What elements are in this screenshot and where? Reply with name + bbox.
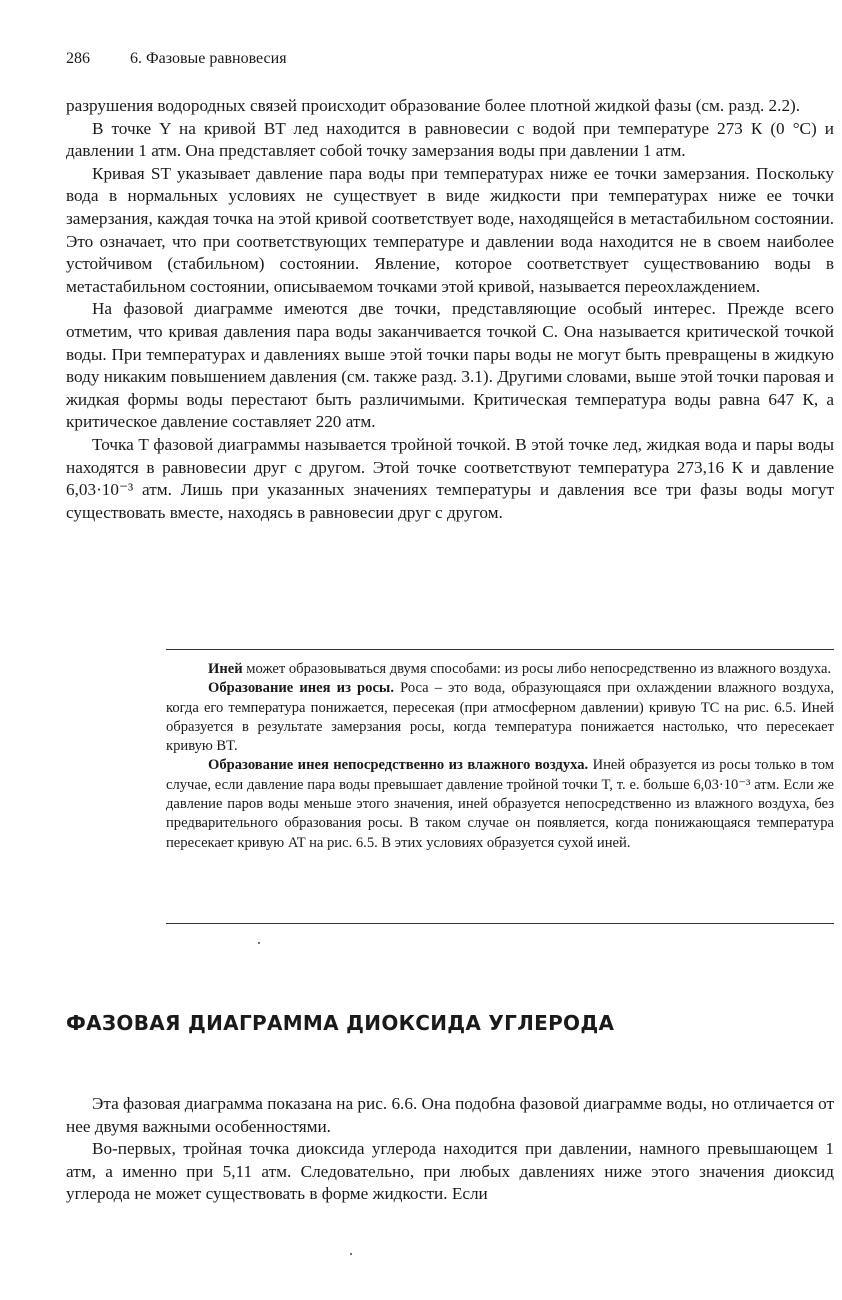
paragraph: Во-первых, тройная точка диоксида углерода находится при давлении, намного превышающем 1 атм, а именно при 5,11 атм. Следовательно, при любых давлениях ниже этого значения диоксид углерода не может существовать в форме жидкости. Если <box>66 1139 834 1204</box>
paragraph: В точке Y на кривой BT лед находится в равновесии с водой при температуре 273 К (0 °С) и давлении 1 атм. Она представляет собой точку замерзания воды при давлении 1 атм. <box>66 118 834 161</box>
paragraph: На фазовой диаграмме имеются две точки, представляющие особый интерес. Прежде всего отметим, что кривая давления пара воды заканчивается точкой С. Она называется критической точкой воды. При температурах и давлениях выше этой точки пары воды не могут быть превращены в жидкую воду никаким повышением давления (см. также разд. 3.1). Другими словами, выше этой точки паровая и жидкая формы воды перестают быть различимыми. Критическая температура воды равна 647 К, а критическое давление составляет 220 атм. <box>66 299 834 432</box>
section-heading: ФАЗОВАЯ ДИАГРАММА ДИОКСИДА УГЛЕРОДА <box>66 1011 615 1035</box>
chapter-title: 6. Фазовые равновесия <box>130 50 287 67</box>
paragraph: Эта фазовая диаграмма показана на рис. 6.6. Она подобна фазовой диаграмме воды, но отличается от нее двумя важными особенностями. <box>66 1094 834 1136</box>
paragraph: разрушения водородных связей происходит образование более плотной жидкой фазы (см. разд. 2.2). <box>66 96 801 115</box>
frost-sidebar <box>166 660 834 853</box>
page-number: 286 <box>66 50 90 67</box>
main-text-bottom <box>66 1093 834 1206</box>
sidebar-paragraph <box>166 756 834 852</box>
sidebar-text: может образовываться двумя способами: из росы либо непосредственно из влажного воздуха. <box>242 661 832 677</box>
sidebar-paragraph <box>166 679 834 756</box>
sidebar-paragraph <box>166 660 834 679</box>
paragraph: Точка T фазовой диаграммы называется тройной точкой. В этой точке лед, жидкая вода и пары воды находятся в равновесии друг с другом. Этой точке соответствуют температура 273,16 К и давление 6,03·10⁻³ атм. Лишь при указанных значениях температуры и давления все три фазы воды могут существовать вместе, находясь в равновесии друг с другом. <box>66 434 834 522</box>
sidebar-text: Роса – это вода, образующаяся при охлаждении влажного воздуха, когда его температура понижается, пересекая (при атмосферном давлении) кривую TC на рис. 6.5. Иней образуется в результате замерзания росы, когда температура понижается настолько, что пересекает кривую BT. <box>166 680 834 755</box>
sidebar-term: Образование инея непосредственно из влажного воздуха. <box>208 757 589 774</box>
scan-speck <box>258 942 260 944</box>
paragraph: Кривая ST указывает давление пара воды при температурах ниже ее точки замерзания. Поскольку вода в нормальных условиях не существует в виде жидкости при температурах ниже ее точки замерзания, каждая точка на этой кривой соответствует воде, находящейся в метастабильном состоянии. Это означает, что при соответствующих температуре и давлении вода находится не в своем наиболее устойчивом (стабильном) состоянии. Явление, которое соответствует существованию воды в метастабильном состоянии, описываемом точками этой кривой, называется переохлаждением. <box>66 163 834 296</box>
sidebar-term: Образование инея из росы. <box>208 680 394 697</box>
sidebar-text: Иней образуется из росы только в том случае, если давление пара воды превышает давление тройной точки T, т. е. больше 6,03·10⁻³ атм. Если же давление паров воды меньше этого значения, иней образуется непосредственно из влажного воздуха, без предварительного образования росы. В таком случае он появляется, когда понижающаяся температура пересекает кривую AT на рис. 6.5. В этих условиях образуется сухой иней. <box>166 757 834 851</box>
sidebar-top-rule <box>166 649 834 650</box>
main-text-top <box>66 95 834 524</box>
sidebar-term: Иней <box>208 661 243 677</box>
running-head <box>66 50 287 68</box>
sidebar-bottom-rule <box>166 923 834 924</box>
scan-speck <box>350 1253 352 1255</box>
